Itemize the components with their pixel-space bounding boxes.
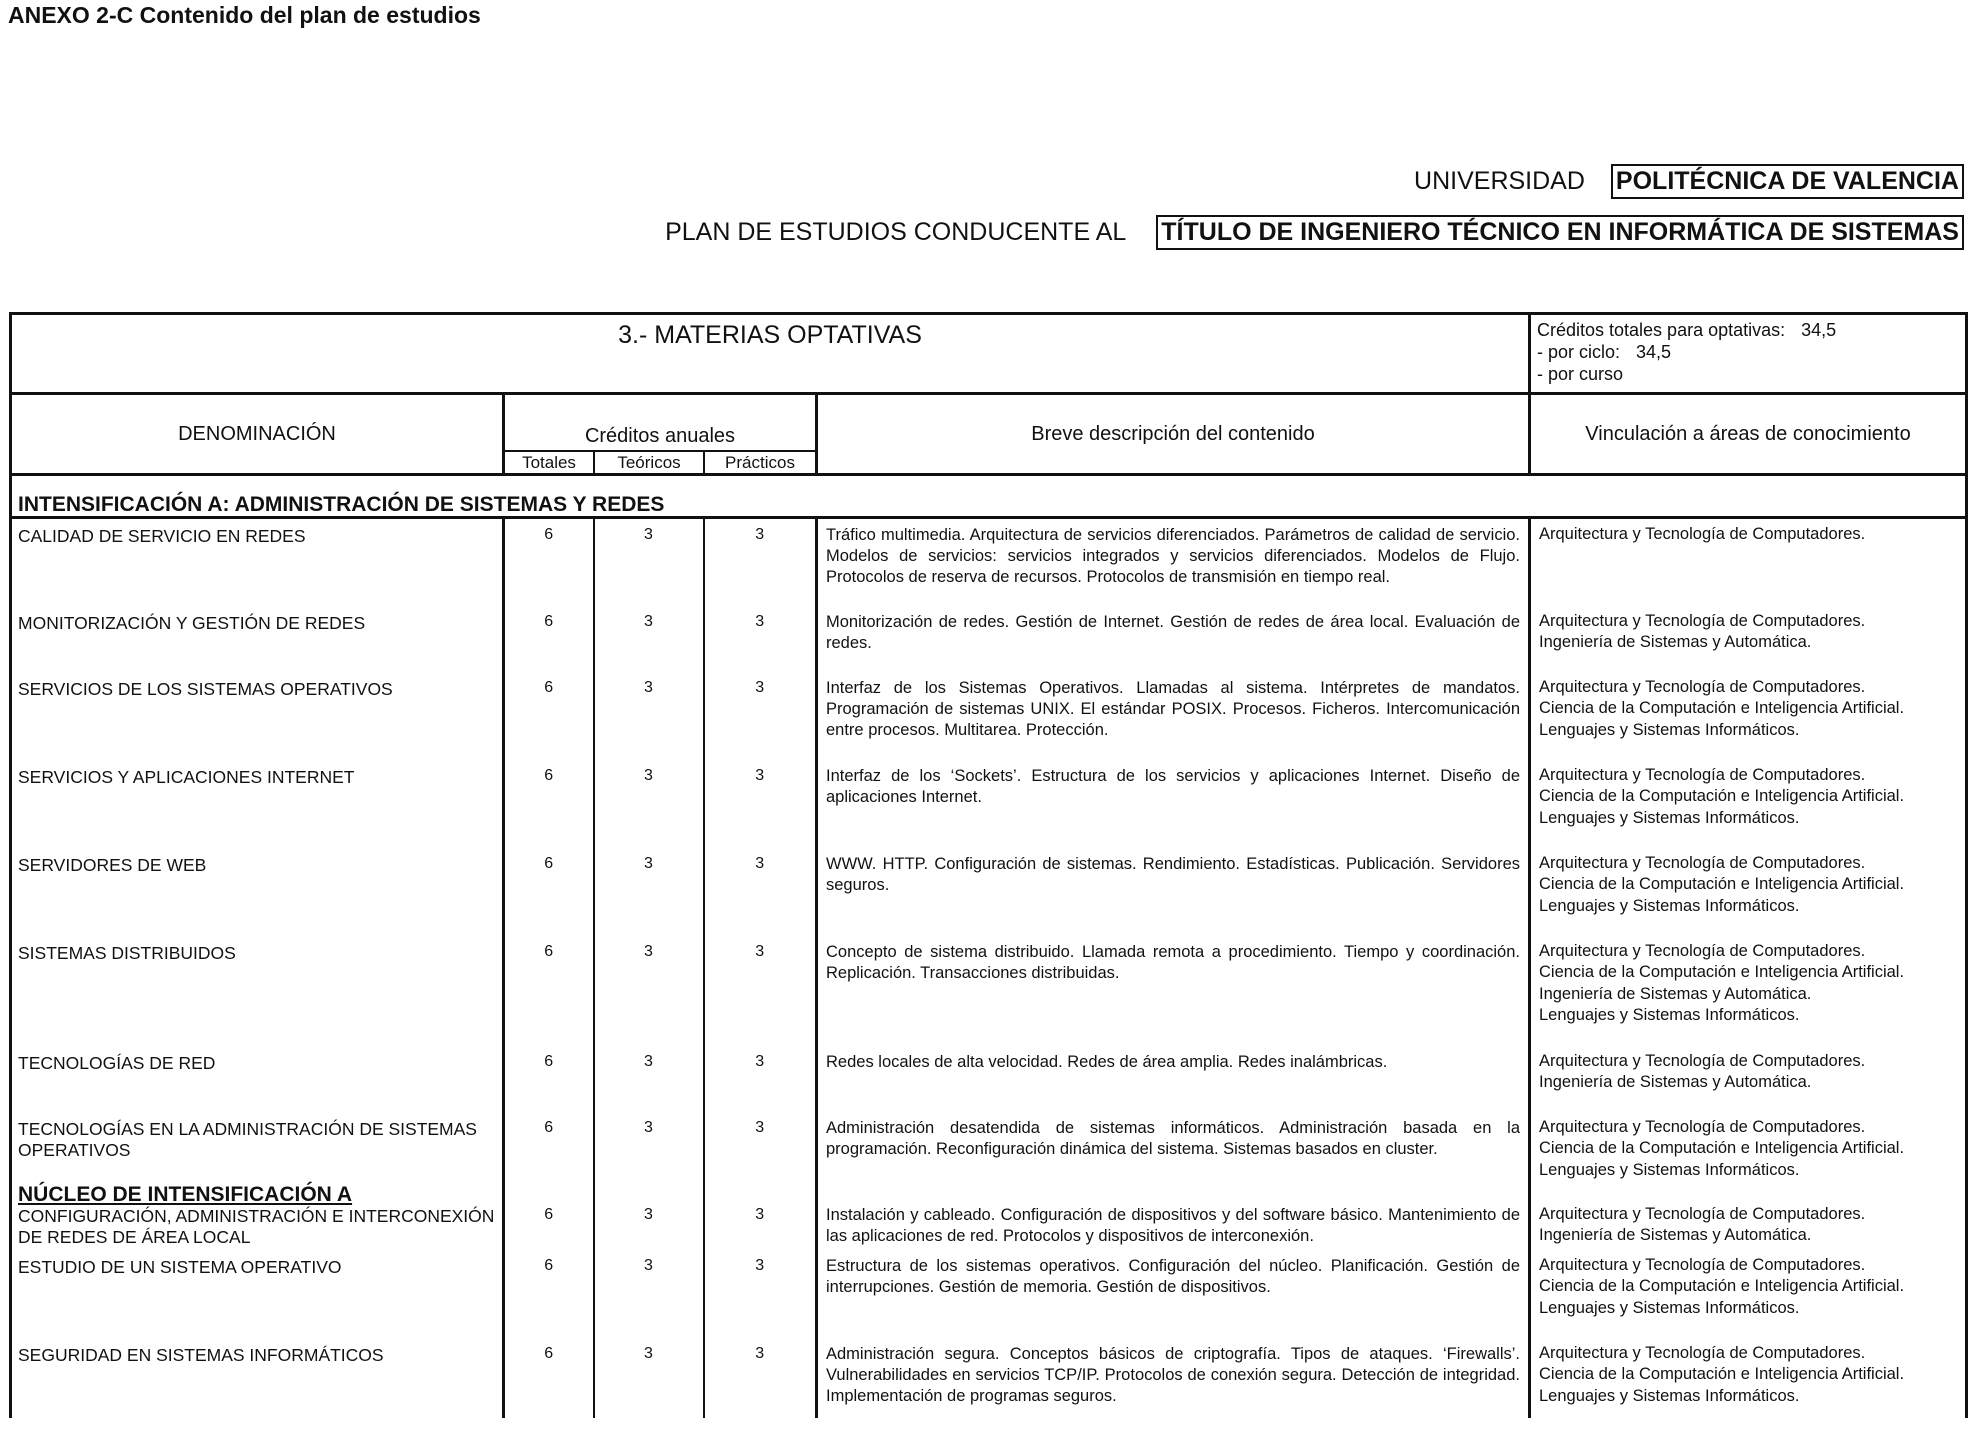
credits-teoricos: 3: [594, 1184, 704, 1250]
table-row: [11, 1338, 1967, 1418]
knowledge-areas: [1530, 1112, 1967, 1184]
university-name: POLITÉCNICA DE VALENCIA: [1611, 164, 1964, 199]
header-totales: Totales: [522, 453, 576, 472]
subject-name: SEGURIDAD EN SISTEMAS INFORMÁTICOS: [18, 1344, 384, 1365]
knowledge-area: Ingeniería de Sistemas y Automática.: [1539, 1226, 1812, 1244]
subject-name: CONFIGURACIÓN, ADMINISTRACIÓN E INTERCONEXIÓN DE REDES DE ÁREA LOCAL: [18, 1205, 495, 1247]
table-row: [11, 1046, 1967, 1112]
subject-name: SERVICIOS DE LOS SISTEMAS OPERATIVOS: [18, 678, 393, 699]
credits-totales: 6: [504, 518, 594, 606]
credits-teoricos: 3: [594, 672, 704, 760]
knowledge-area: Ciencia de la Computación e Inteligencia Artificial.: [1539, 963, 1905, 981]
subject-name: SISTEMAS DISTRIBUIDOS: [18, 942, 236, 963]
credits-practicos: 3: [704, 1046, 817, 1112]
plan-header: [665, 215, 1964, 250]
subject-description: Redes locales de alta velocidad. Redes de área amplia. Redes inalámbricas.: [817, 1046, 1530, 1112]
subject-name-cell: [11, 760, 504, 848]
knowledge-area: Arquitectura y Tecnología de Computadores.: [1539, 1343, 1866, 1362]
credits-teoricos: 3: [594, 848, 704, 936]
subject-description: Tráfico multimedia. Arquitectura de servicios diferenciados. Parámetros de calidad de servicio. Modelos de servicios: servicios integrados y servicios diferenciados. Modelos de Flujo. Protocolos de reserva de recursos. Protocolos de transmisión en tiempo real.: [817, 518, 1530, 606]
knowledge-areas: [1530, 1338, 1967, 1418]
credits-totales: 6: [504, 1338, 594, 1418]
header-descripcion: Breve descripción del contenido: [817, 394, 1530, 475]
knowledge-areas: [1530, 1250, 1967, 1338]
credits-summary: [1530, 314, 1967, 394]
knowledge-area: Arquitectura y Tecnología de Computadores.: [1539, 611, 1866, 630]
subject-description: Concepto de sistema distribuido. Llamada remota a procedimiento. Tiempo y coordinación. Replicación. Transacciones distribuidas.: [817, 936, 1530, 1046]
knowledge-area: Ingeniería de Sistemas y Automática.: [1539, 1073, 1812, 1091]
university-label: UNIVERSIDAD: [1414, 167, 1585, 195]
knowledge-area: Ciencia de la Computación e Inteligencia Artificial.: [1539, 875, 1905, 893]
knowledge-area: Lenguajes y Sistemas Informáticos.: [1539, 1386, 1800, 1405]
credits-practicos: 3: [704, 606, 817, 672]
subject-name-cell: [11, 848, 504, 936]
knowledge-area: Lenguajes y Sistemas Informáticos.: [1539, 896, 1800, 915]
knowledge-area: Arquitectura y Tecnología de Computadores.: [1539, 1204, 1866, 1223]
knowledge-area: Arquitectura y Tecnología de Computadores.: [1539, 677, 1866, 696]
section-row: [11, 475, 1967, 518]
credits-cycle-value: 34,5: [1636, 342, 1672, 362]
knowledge-area: Lenguajes y Sistemas Informáticos.: [1539, 720, 1800, 739]
credits-practicos: 3: [704, 760, 817, 848]
knowledge-areas: [1530, 936, 1967, 1046]
credits-totales: 6: [504, 848, 594, 936]
table-row: [11, 936, 1967, 1046]
table-row: [11, 1112, 1967, 1184]
credits-teoricos: 3: [594, 1338, 704, 1418]
knowledge-area: Ciencia de la Computación e Inteligencia Artificial.: [1539, 787, 1905, 805]
subject-name-cell: [11, 606, 504, 672]
knowledge-area: Arquitectura y Tecnología de Computadores.: [1539, 1117, 1866, 1136]
table-row: [11, 1250, 1967, 1338]
subject-description: Instalación y cableado. Configuración de dispositivos y del software básico. Mantenimiento de las aplicaciones de red. Protocolos y dispositivos de interconexión.: [817, 1184, 1530, 1250]
credits-teoricos: 3: [594, 606, 704, 672]
knowledge-area: Arquitectura y Tecnología de Computadores.: [1539, 853, 1866, 872]
knowledge-area: Arquitectura y Tecnología de Computadores.: [1539, 525, 1866, 543]
annex-title: ANEXO 2-C Contenido del plan de estudios: [8, 2, 481, 28]
subject-name: SERVICIOS Y APLICACIONES INTERNET: [18, 766, 355, 787]
header-vinculacion: Vinculación a áreas de conocimiento: [1530, 394, 1967, 475]
credits-teoricos: 3: [594, 760, 704, 848]
credits-totales: 6: [504, 672, 594, 760]
knowledge-areas: [1530, 760, 1967, 848]
credits-totales: 6: [504, 760, 594, 848]
subject-name: TECNOLOGÍAS DE RED: [18, 1052, 216, 1073]
knowledge-area: Lenguajes y Sistemas Informáticos.: [1539, 1298, 1800, 1317]
subject-name: MONITORIZACIÓN Y GESTIÓN DE REDES: [18, 612, 366, 633]
knowledge-area: Ciencia de la Computación e Inteligencia Artificial.: [1539, 699, 1905, 717]
subject-name-cell: [11, 672, 504, 760]
knowledge-area: Lenguajes y Sistemas Informáticos.: [1539, 1160, 1800, 1179]
subject-name: ESTUDIO DE UN SISTEMA OPERATIVO: [18, 1256, 342, 1277]
header-practicos: Prácticos: [703, 452, 815, 473]
credits-practicos: 3: [704, 936, 817, 1046]
credits-practicos: 3: [704, 1112, 817, 1184]
subject-description: Administración desatendida de sistemas informáticos. Administración basada en la programación. Reconfiguración dinámica del sistema. Sistemas basados en cluster.: [817, 1112, 1530, 1184]
credits-totales: 6: [504, 1250, 594, 1338]
knowledge-areas: [1530, 606, 1967, 672]
table-row: [11, 518, 1967, 606]
subject-name-cell: [11, 518, 504, 606]
header-creditos: [504, 394, 817, 475]
subject-name-cell: [11, 1184, 504, 1250]
credits-totales: 6: [504, 936, 594, 1046]
table-row: [11, 672, 1967, 760]
plan-label: PLAN DE ESTUDIOS CONDUCENTE AL: [665, 218, 1127, 246]
knowledge-areas: [1530, 672, 1967, 760]
header-creditos-label: Créditos anuales: [584, 425, 736, 447]
credits-practicos: 3: [704, 1338, 817, 1418]
credits-teoricos: 3: [594, 1046, 704, 1112]
credits-course-label: - por curso: [1537, 364, 1624, 384]
subject-name-cell: [11, 1112, 504, 1184]
credits-practicos: 3: [704, 518, 817, 606]
credits-teoricos: 3: [594, 1112, 704, 1184]
knowledge-area: Ingeniería de Sistemas y Automática.: [1539, 984, 1812, 1003]
knowledge-area: Ciencia de la Computación e Inteligencia Artificial.: [1539, 1139, 1905, 1157]
credits-totales: 6: [504, 1184, 594, 1250]
credits-teoricos: 3: [594, 1250, 704, 1338]
plan-title: TÍTULO DE INGENIERO TÉCNICO EN INFORMÁTICA DE SISTEMAS: [1156, 215, 1964, 250]
knowledge-area: Arquitectura y Tecnología de Computadores.: [1539, 1255, 1866, 1274]
credits-total-label: Créditos totales para optativas:: [1537, 320, 1786, 340]
column-header-row: [11, 394, 1967, 475]
table-row: [11, 848, 1967, 936]
subject-name-cell: [11, 1046, 504, 1112]
knowledge-area: Ciencia de la Computación e Inteligencia Artificial.: [1539, 1365, 1905, 1383]
credits-totales: 6: [504, 606, 594, 672]
subject-name-cell: [11, 936, 504, 1046]
knowledge-area: Arquitectura y Tecnología de Computadores.: [1539, 765, 1866, 784]
credits-totales: 6: [504, 1046, 594, 1112]
credits-cycle-label: - por ciclo:: [1537, 342, 1621, 362]
table-title-row: [11, 314, 1967, 394]
table-row: [11, 606, 1967, 672]
subject-name-cell: [11, 1338, 504, 1418]
knowledge-area: Lenguajes y Sistemas Informáticos.: [1539, 808, 1800, 827]
subject-name: CALIDAD DE SERVICIO EN REDES: [18, 526, 306, 546]
subject-description: WWW. HTTP. Configuración de sistemas. Rendimiento. Estadísticas. Publicación. Servidores seguros.: [817, 848, 1530, 936]
table-title: 3.- MATERIAS OPTATIVAS: [11, 314, 1530, 394]
credits-practicos: 3: [704, 672, 817, 760]
knowledge-area: Arquitectura y Tecnología de Computadores.: [1539, 1051, 1866, 1070]
credits-practicos: 3: [704, 848, 817, 936]
credits-total-value: 34,5: [1801, 320, 1837, 340]
knowledge-area: Ingeniería de Sistemas y Automática.: [1539, 633, 1812, 651]
subject-description: Monitorización de redes. Gestión de Internet. Gestión de redes de área local. Evaluación de redes.: [817, 606, 1530, 672]
subject-description: Interfaz de los ‘Sockets’. Estructura de los servicios y aplicaciones Internet. Diseño de aplicaciones Internet.: [817, 760, 1530, 848]
header-denominacion: DENOMINACIÓN: [11, 394, 504, 475]
credits-totales: 6: [504, 1112, 594, 1184]
subject-name-cell: [11, 1250, 504, 1338]
subject-description: Interfaz de los Sistemas Operativos. Llamadas al sistema. Intérpretes de mandatos. Programación de sistemas UNIX. El estándar POSIX. Procesos. Ficheros. Intercomunicación entre procesos. Multitarea. Protección.: [817, 672, 1530, 760]
header-teoricos: Teóricos: [593, 452, 703, 473]
section-title: INTENSIFICACIÓN A: ADMINISTRACIÓN DE SISTEMAS Y REDES: [11, 475, 1967, 518]
subsection-title: NÚCLEO DE INTENSIFICACIÓN A: [18, 1182, 353, 1206]
credits-practicos: 3: [704, 1184, 817, 1250]
knowledge-areas: [1530, 1046, 1967, 1112]
credits-teoricos: 3: [594, 936, 704, 1046]
knowledge-areas: [1530, 848, 1967, 936]
knowledge-areas: [1530, 518, 1967, 606]
knowledge-area: Ciencia de la Computación e Inteligencia Artificial.: [1539, 1277, 1905, 1295]
university-header: [1414, 164, 1964, 199]
subjects-body: [11, 518, 1967, 1418]
subject-name: SERVIDORES DE WEB: [18, 854, 207, 875]
knowledge-area: Lenguajes y Sistemas Informáticos.: [1539, 1006, 1800, 1024]
subject-description: Administración segura. Conceptos básicos de criptografía. Tipos de ataques. ‘Firewalls’. Vulnerabilidades en servicios TCP/IP. Protocolos de conexión segura. Detección de integridad. Implementación de programas seguros.: [817, 1338, 1530, 1418]
credits-practicos: 3: [704, 1250, 817, 1338]
subjects-table: [9, 312, 1968, 1418]
knowledge-area: Arquitectura y Tecnología de Computadores.: [1539, 941, 1866, 960]
credits-teoricos: 3: [594, 518, 704, 606]
table-row: [11, 1184, 1967, 1250]
table-row: [11, 760, 1967, 848]
subject-description: Estructura de los sistemas operativos. Configuración del núcleo. Planificación. Gestión de interrupciones. Gestión de memoria. Gestión de dispositivos.: [817, 1250, 1530, 1338]
subject-name: TECNOLOGÍAS EN LA ADMINISTRACIÓN DE SISTEMAS OPERATIVOS: [18, 1118, 477, 1160]
knowledge-areas: [1530, 1184, 1967, 1250]
